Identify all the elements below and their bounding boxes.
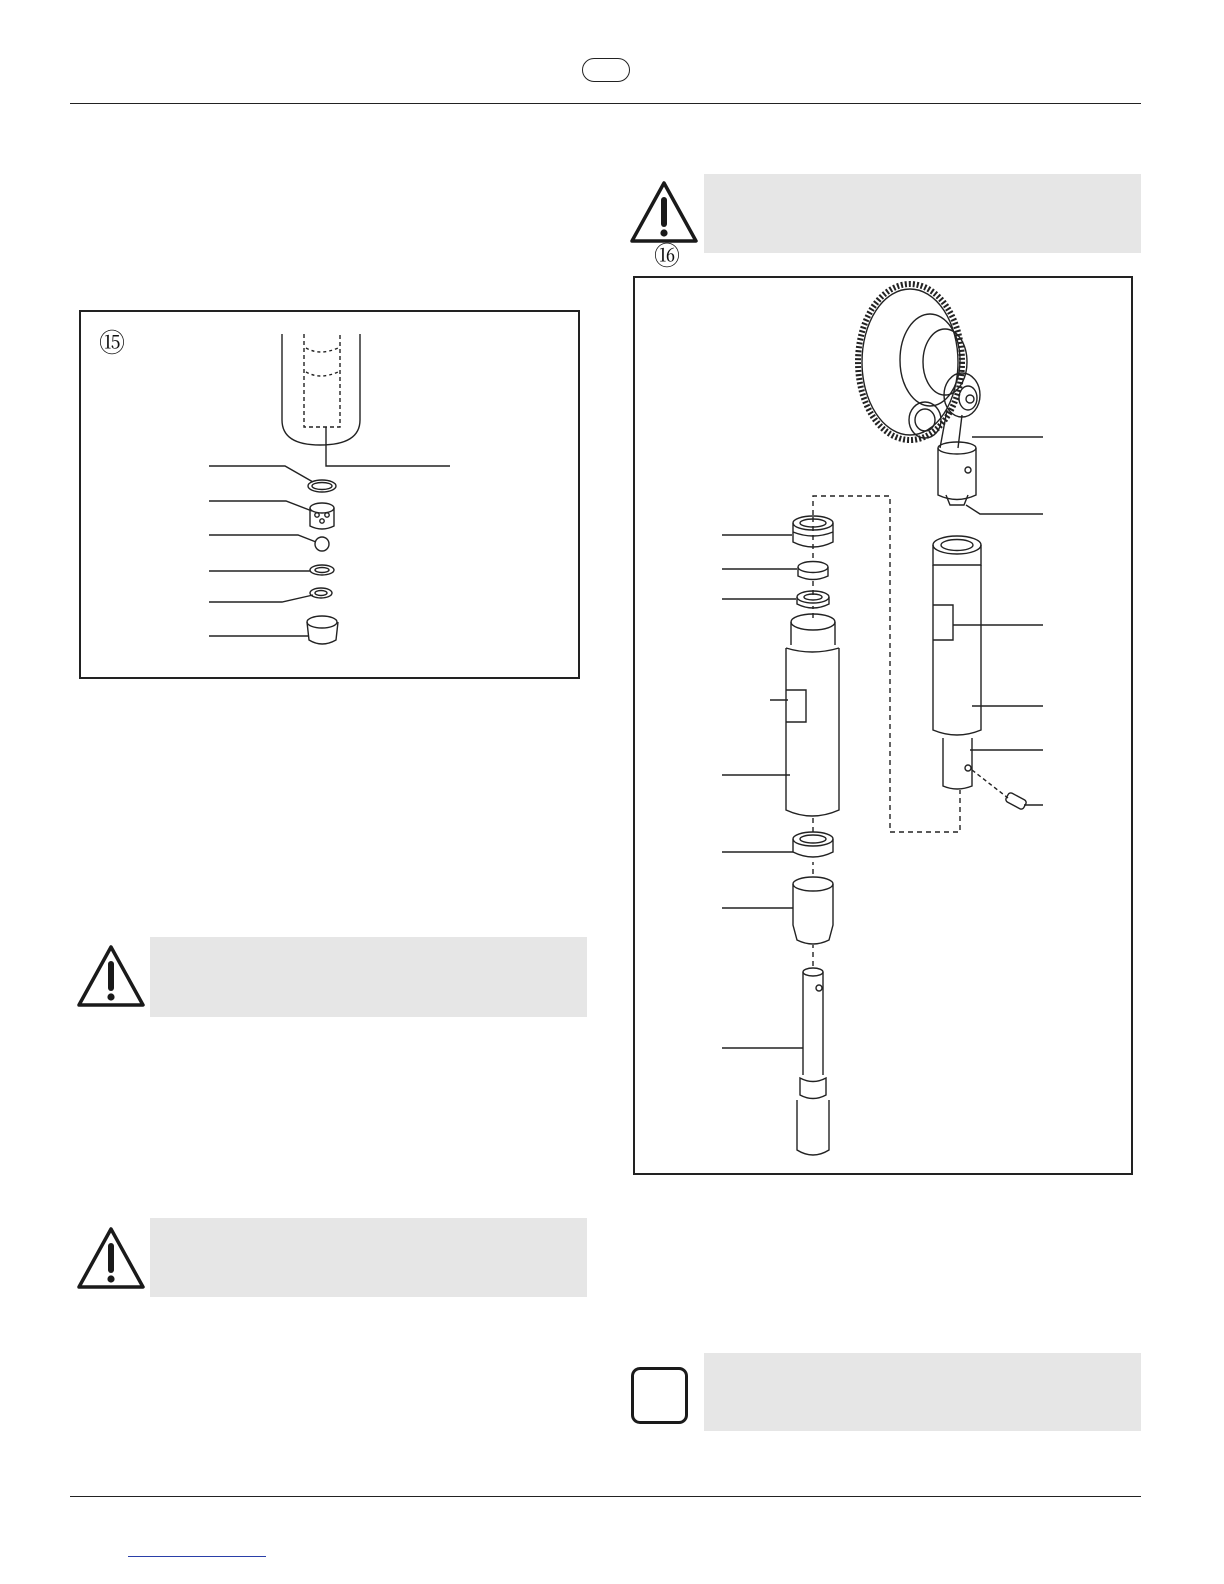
figure-15-number: ⑮ [99, 329, 126, 359]
info-note-box [704, 1353, 1141, 1431]
figure-16-number: ⑯ [654, 242, 681, 272]
footer-rule [70, 1496, 1141, 1497]
info-box-icon [631, 1367, 688, 1424]
footer-link[interactable] [128, 1556, 266, 1557]
